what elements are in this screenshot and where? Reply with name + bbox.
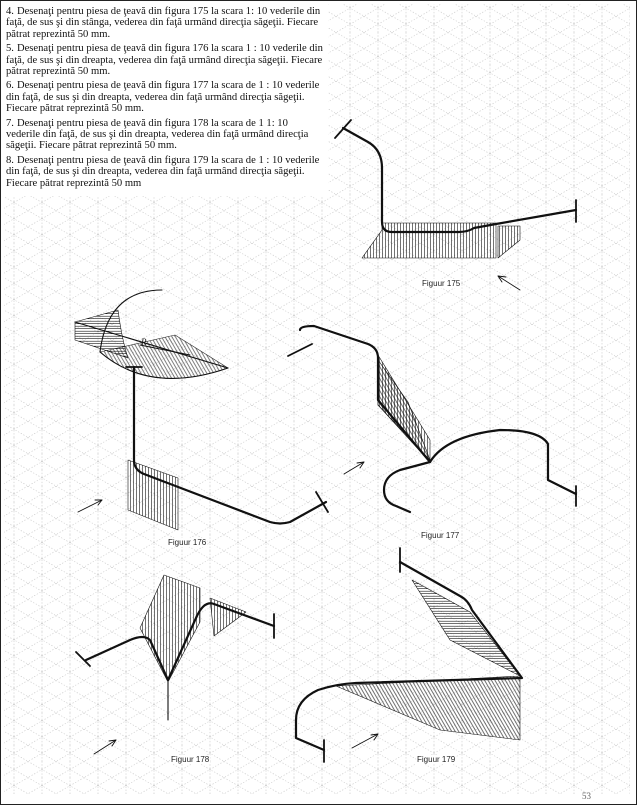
exercise-text: Desenaţi pentru piesa de ţeavă din figura 179 la scara de 1 : 10 vederile din faţă, de sus şi din dreapta, vederea din faţă urmând direcţia săgeţii. Fiecare pătrat reprezintă 50 mm [6, 154, 320, 189]
exercise-number: 4. [6, 6, 14, 17]
exercise-text: Desenaţi pentru piesa de ţeavă din figura 177 la scara de 1 : 10 vederile din faţă, de sus şi din dreapta, vederea din faţă urmând direcţia săgeţii. Fiecare pătrat reprezintă 50 mm. [6, 80, 320, 115]
exercise-number: 6. [6, 80, 14, 92]
radius-label: R [141, 337, 147, 347]
exercise-number: 8. [6, 154, 14, 166]
exercise-text: Desenaţi pentru piesa de ţeavă din figura 175 la scara 1: 10 vederile din faţă, de sus şi din stânga, vederea din faţă urmând direcţia săgeţii. Fiecare pătrat reprezintă 50 mm. [6, 6, 321, 40]
figure-175-caption: Figuur 175 [422, 279, 461, 288]
exercise-5 [6, 43, 324, 77]
exercise-number: 5. [6, 43, 14, 55]
exercise-number: 7. [6, 117, 14, 129]
exercise-list [2, 4, 328, 196]
figure-176-caption: Figuur 176 [168, 538, 207, 547]
exercise-8 [6, 155, 324, 189]
figure-178-caption: Figuur 178 [171, 755, 210, 764]
exercise-6 [6, 80, 324, 114]
figure-179-caption: Figuur 179 [417, 755, 456, 764]
exercise-4 [6, 6, 324, 40]
exercise-7 [6, 118, 324, 152]
figure-177-caption: Figuur 177 [421, 531, 460, 540]
exercise-text: Desenaţi pentru piesa de ţeavă din figura 176 la scara 1 : 10 vederile din faţă, de sus şi din dreapta, vederea din faţă urmând direcţia săgeţii. Fiecare pătrat reprezintă 50 mm. [6, 43, 323, 78]
exercise-text: Desenaţi pentru piesa de ţeavă din figura 178 la scara de 1 1: 10 vederile din faţă, de sus şi din dreapta, vederea din faţă urmând direcţia săgeţii. Fiecare pătrat reprezintă 50 mm. [6, 117, 309, 152]
page-number: 53 [582, 791, 591, 801]
